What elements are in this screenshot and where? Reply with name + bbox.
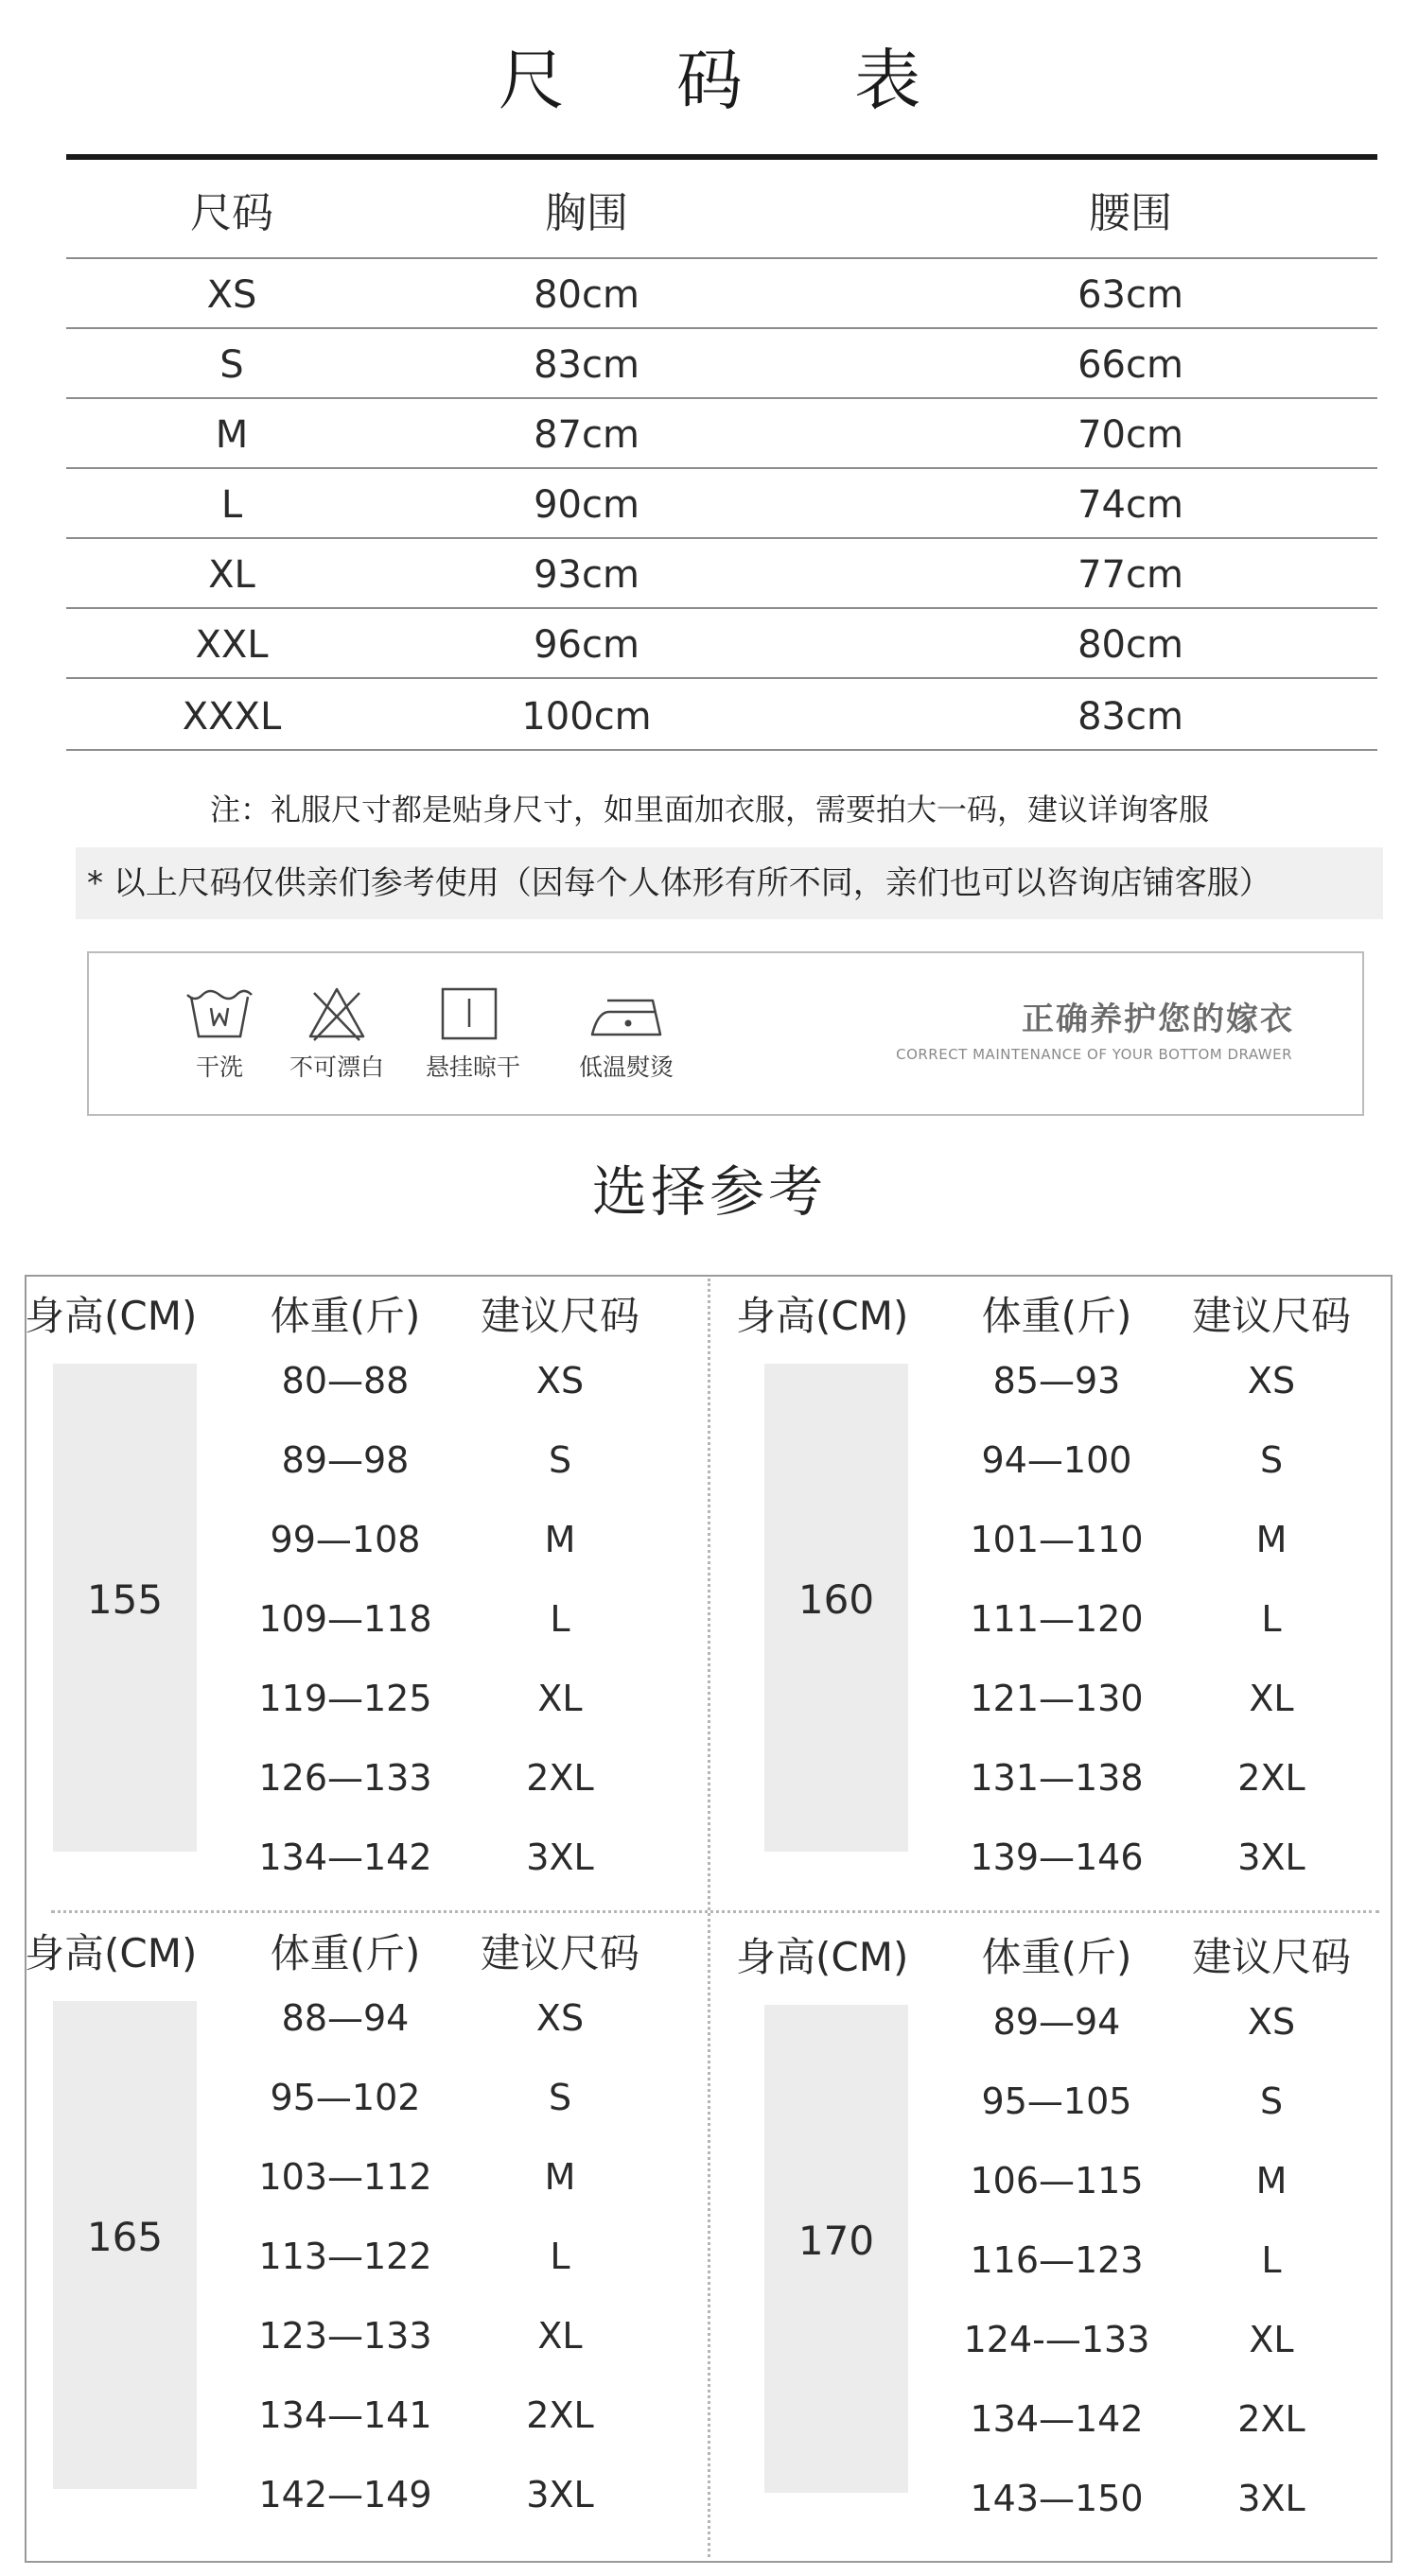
- suggested-size: M: [1255, 2160, 1288, 2202]
- suggested-size: S: [1259, 1439, 1284, 1481]
- weight-range: 88—94: [281, 1997, 410, 2039]
- suggested-size: XS: [1247, 1360, 1296, 1401]
- size-cell: S: [219, 343, 244, 387]
- table-row: [736, 1434, 1417, 1487]
- table-row: [25, 1751, 706, 1804]
- table-row: [25, 1593, 706, 1645]
- care-label-hang-dry: 悬挂晾干: [425, 1053, 520, 1081]
- suggested-size: XL: [1249, 1678, 1294, 1719]
- height-value: 165: [86, 2214, 164, 2260]
- height-column-header: 身高(CM): [736, 1934, 909, 1980]
- size-cell: XS: [206, 273, 257, 317]
- height-column-header: 身高(CM): [25, 1930, 198, 1976]
- suggested-size: 3XL: [526, 2474, 594, 2515]
- size-cell: XL: [208, 553, 255, 597]
- table-row: [25, 2389, 706, 2442]
- size-cell: XXL: [195, 623, 269, 667]
- table-row: [25, 2230, 706, 2283]
- table-row: [736, 1672, 1417, 1725]
- reference-group-160: [736, 1288, 1417, 1922]
- weight-range: 94—100: [981, 1439, 1132, 1481]
- weight-range: 123—133: [258, 2315, 432, 2357]
- table-row: [66, 399, 1377, 469]
- weight-range: 89—94: [992, 2001, 1121, 2043]
- suggested-size: 2XL: [526, 1757, 594, 1799]
- table-row: [736, 2154, 1417, 2207]
- suggested-size: S: [1259, 2080, 1284, 2122]
- suggested-size: 2XL: [526, 2394, 594, 2436]
- vertical-dotted-divider: [708, 1279, 710, 2557]
- suggested-size: 3XL: [526, 1836, 594, 1878]
- hang-dry-icon: [431, 983, 507, 1044]
- chest-column-header: 胸围: [545, 189, 628, 237]
- weight-column-header: 体重(斤): [981, 1934, 1132, 1980]
- suggested-size: 2XL: [1237, 2398, 1305, 2440]
- weight-range: 111—120: [970, 1598, 1144, 1640]
- table-row: [66, 679, 1377, 751]
- table-row: [25, 2309, 706, 2362]
- table-row: [66, 329, 1377, 399]
- size-cell: L: [220, 483, 243, 527]
- height-value: 155: [86, 1576, 164, 1623]
- weight-range: 113—122: [258, 2236, 432, 2277]
- waist-cell: 63cm: [1077, 273, 1183, 317]
- care-label-dry-clean: 干洗: [195, 1053, 243, 1081]
- weight-range: 99—108: [270, 1519, 421, 1560]
- suggested-size: L: [550, 2236, 570, 2277]
- dry-clean-icon: [182, 983, 257, 1044]
- reference-group-155: [25, 1288, 706, 1922]
- table-row: [25, 1672, 706, 1725]
- waist-cell: 80cm: [1077, 623, 1183, 667]
- height-value: 170: [797, 2218, 875, 2264]
- suggested-size: 3XL: [1237, 2478, 1305, 2519]
- title-divider: [66, 154, 1377, 160]
- weight-range: 103—112: [258, 2156, 432, 2198]
- weight-range: 124-—133: [963, 2319, 1150, 2360]
- care-label-low-iron: 低温熨烫: [578, 1053, 674, 1081]
- table-row: [736, 1593, 1417, 1645]
- suggested-size: S: [548, 2077, 572, 2118]
- reference-group-170: [736, 1929, 1417, 2563]
- table-row: [66, 259, 1377, 329]
- chest-cell: 100cm: [521, 695, 652, 739]
- disclaimer-text: * 以上尺码仅供亲们参考使用（因每个人体形有所不同，亲们也可以咨询店铺客服）: [87, 864, 1271, 902]
- suggested-size: XS: [535, 1360, 585, 1401]
- page-title: 尺 码 表: [498, 42, 967, 119]
- section-title: 选择参考: [591, 1159, 827, 1224]
- table-row: [736, 1995, 1417, 2048]
- low-iron-icon: [581, 983, 675, 1044]
- suggested-size: M: [544, 1519, 576, 1560]
- table-row: [736, 2234, 1417, 2287]
- care-heading: 正确养护您的嫁衣: [1022, 1001, 1294, 1038]
- weight-column-header: 体重(斤): [981, 1293, 1132, 1339]
- suggested-size: 3XL: [1237, 1836, 1305, 1878]
- care-label-no-bleach: 不可漂白: [289, 1053, 384, 1081]
- table-row: [736, 2075, 1417, 2128]
- reference-group-165: [25, 1925, 706, 2559]
- care-instructions-panel: [87, 951, 1364, 1116]
- waist-column-header: 腰围: [1089, 189, 1172, 237]
- suggested-size: XL: [1249, 2319, 1294, 2360]
- table-row: [25, 1831, 706, 1884]
- size-table: [66, 161, 1377, 751]
- chest-cell: 80cm: [534, 273, 639, 317]
- size-cell: XXXL: [182, 695, 282, 739]
- weight-range: 101—110: [970, 1519, 1144, 1560]
- size-table-header: [66, 161, 1377, 259]
- size-column-header: 建议尺码: [480, 1293, 639, 1339]
- table-row: [736, 2472, 1417, 2525]
- suggested-size: L: [550, 1598, 570, 1640]
- disclaimer-banner: [76, 847, 1383, 919]
- table-row: [736, 1513, 1417, 1566]
- table-row: [25, 2071, 706, 2124]
- suggested-size: XL: [537, 1678, 583, 1719]
- table-row: [25, 1434, 706, 1487]
- fit-note: 注：礼服尺寸都是贴身尺寸，如里面加衣服，需要拍大一码，建议详询客服: [209, 792, 1209, 827]
- table-row: [66, 539, 1377, 609]
- table-row: [66, 609, 1377, 679]
- size-cell: M: [215, 413, 249, 457]
- height-column-header: 身高(CM): [25, 1293, 198, 1339]
- size-column-header: 建议尺码: [480, 1930, 639, 1976]
- weight-range: 134—142: [258, 1836, 432, 1878]
- chest-cell: 96cm: [534, 623, 639, 667]
- suggested-size: S: [548, 1439, 572, 1481]
- size-column-header: 建议尺码: [1191, 1934, 1351, 1980]
- table-row: [25, 1354, 706, 1407]
- suggested-size: M: [1255, 1519, 1288, 1560]
- table-row: [25, 1992, 706, 2045]
- waist-cell: 83cm: [1077, 695, 1183, 739]
- table-row: [736, 1751, 1417, 1804]
- weight-range: 131—138: [970, 1757, 1144, 1799]
- chest-cell: 87cm: [534, 413, 639, 457]
- weight-range: 119—125: [258, 1678, 432, 1719]
- waist-cell: 77cm: [1077, 553, 1183, 597]
- waist-cell: 70cm: [1077, 413, 1183, 457]
- weight-range: 134—142: [970, 2398, 1144, 2440]
- table-row: [736, 2393, 1417, 2445]
- weight-range: 95—105: [981, 2080, 1132, 2122]
- no-bleach-icon: [299, 983, 375, 1044]
- waist-cell: 66cm: [1077, 343, 1183, 387]
- weight-range: 142—149: [258, 2474, 432, 2515]
- weight-range: 121—130: [970, 1678, 1144, 1719]
- suggested-size: XS: [1247, 2001, 1296, 2043]
- weight-range: 85—93: [992, 1360, 1121, 1401]
- weight-range: 106—115: [970, 2160, 1144, 2202]
- table-row: [736, 2313, 1417, 2366]
- table-row: [736, 1831, 1417, 1884]
- weight-range: 80—88: [281, 1360, 410, 1401]
- suggested-size: M: [544, 2156, 576, 2198]
- weight-range: 95—102: [270, 2077, 421, 2118]
- suggested-size: XL: [537, 2315, 583, 2357]
- height-column-header: 身高(CM): [736, 1293, 909, 1339]
- size-column-header: 建议尺码: [1191, 1293, 1351, 1339]
- waist-cell: 74cm: [1077, 483, 1183, 527]
- weight-range: 116—123: [970, 2239, 1144, 2281]
- table-row: [736, 1354, 1417, 1407]
- weight-column-header: 体重(斤): [270, 1930, 421, 1976]
- suggested-size: L: [1261, 1598, 1282, 1640]
- table-row: [25, 2468, 706, 2521]
- chest-cell: 93cm: [534, 553, 639, 597]
- chest-cell: 90cm: [534, 483, 639, 527]
- weight-range: 89—98: [281, 1439, 410, 1481]
- size-column-header: 尺码: [190, 189, 273, 237]
- suggested-size: L: [1261, 2239, 1282, 2281]
- suggested-size: XS: [535, 1997, 585, 2039]
- suggested-size: 2XL: [1237, 1757, 1305, 1799]
- weight-range: 139—146: [970, 1836, 1144, 1878]
- table-row: [25, 1513, 706, 1566]
- weight-range: 143—150: [970, 2478, 1144, 2519]
- weight-range: 126—133: [258, 1757, 432, 1799]
- table-row: [66, 469, 1377, 539]
- weight-range: 134—141: [258, 2394, 432, 2436]
- weight-column-header: 体重(斤): [270, 1293, 421, 1339]
- table-row: [25, 2150, 706, 2203]
- chest-cell: 83cm: [534, 343, 639, 387]
- weight-range: 109—118: [258, 1598, 432, 1640]
- care-subheading: CORRECT MAINTENANCE OF YOUR BOTTOM DRAWER: [896, 1046, 1292, 1063]
- height-value: 160: [797, 1576, 875, 1623]
